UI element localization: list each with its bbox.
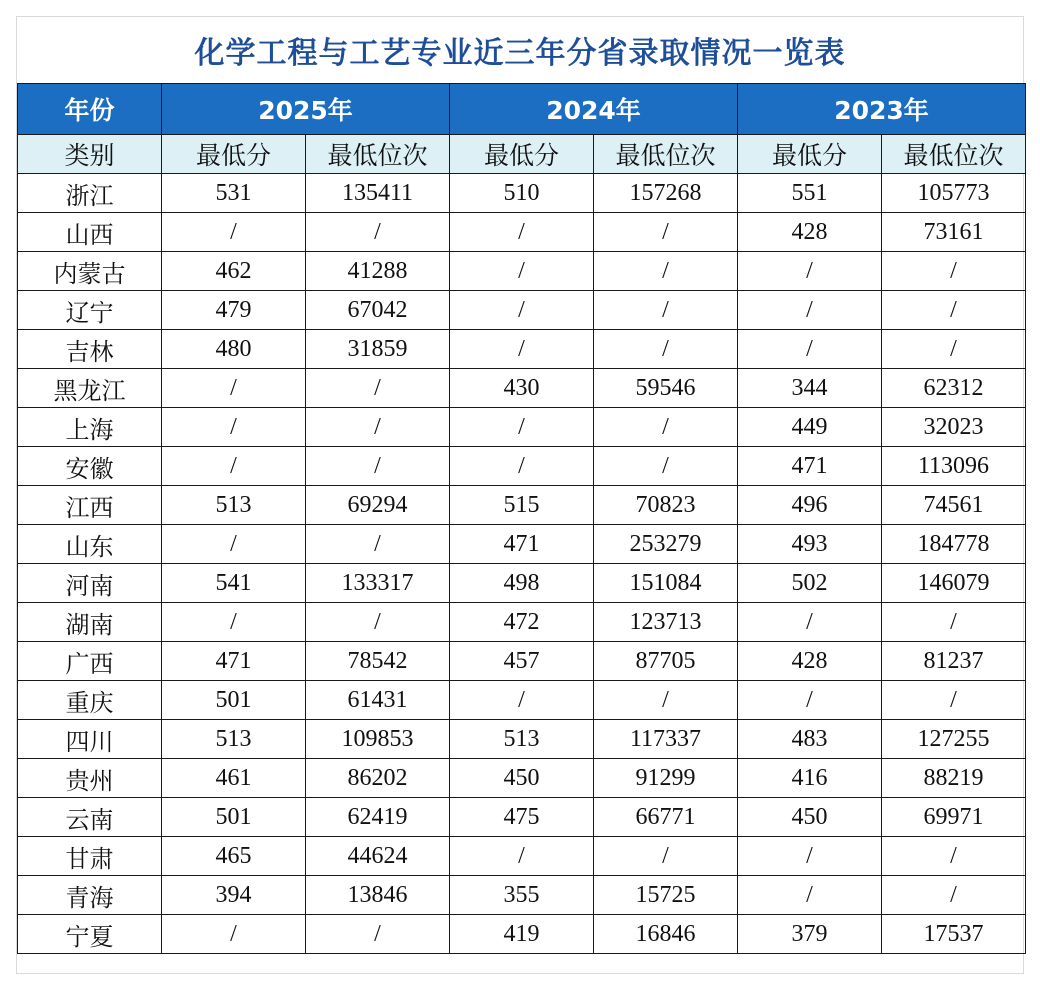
province-cell: 吉林 <box>18 330 162 369</box>
province-cell: 湖南 <box>18 603 162 642</box>
min-rank-cell: / <box>882 330 1026 369</box>
min-score-cell: / <box>450 408 594 447</box>
min-rank-cell: / <box>306 603 450 642</box>
min-score-header: 最低分 <box>162 135 306 174</box>
min-rank-cell: 69294 <box>306 486 450 525</box>
table-row <box>18 564 1026 603</box>
min-score-cell: 379 <box>738 915 882 954</box>
min-rank-cell: / <box>882 837 1026 876</box>
min-rank-cell: 31859 <box>306 330 450 369</box>
province-cell: 甘肃 <box>18 837 162 876</box>
min-score-cell: 513 <box>450 720 594 759</box>
min-rank-cell: / <box>882 876 1026 915</box>
table-row <box>18 330 1026 369</box>
min-score-cell: / <box>162 603 306 642</box>
min-rank-cell: 105773 <box>882 174 1026 213</box>
min-score-cell: 493 <box>738 525 882 564</box>
min-rank-cell: / <box>306 213 450 252</box>
min-score-cell: / <box>738 252 882 291</box>
min-rank-cell: 91299 <box>594 759 738 798</box>
category-label-cell: 类别 <box>18 135 162 174</box>
min-rank-cell: 62312 <box>882 369 1026 408</box>
min-score-cell: 465 <box>162 837 306 876</box>
table-row <box>18 252 1026 291</box>
min-score-cell: 471 <box>738 447 882 486</box>
year-2024-header: 2024年 <box>450 84 738 135</box>
table-row <box>18 759 1026 798</box>
province-cell: 河南 <box>18 564 162 603</box>
min-rank-cell: / <box>594 213 738 252</box>
min-score-cell: / <box>738 291 882 330</box>
province-cell: 辽宁 <box>18 291 162 330</box>
min-score-cell: / <box>738 837 882 876</box>
min-rank-cell: / <box>882 252 1026 291</box>
page-title: 化学工程与工艺专业近三年分省录取情况一览表 <box>194 36 846 71</box>
min-score-cell: / <box>162 369 306 408</box>
min-score-cell: 419 <box>450 915 594 954</box>
min-rank-cell: 32023 <box>882 408 1026 447</box>
min-rank-cell: / <box>882 291 1026 330</box>
province-cell: 云南 <box>18 798 162 837</box>
year-header-row <box>18 84 1026 135</box>
min-rank-cell: 78542 <box>306 642 450 681</box>
min-score-cell: 471 <box>162 642 306 681</box>
province-cell: 四川 <box>18 720 162 759</box>
min-rank-cell: / <box>594 447 738 486</box>
min-rank-cell: / <box>882 603 1026 642</box>
min-score-cell: / <box>738 876 882 915</box>
min-rank-cell: / <box>306 915 450 954</box>
min-score-cell: / <box>450 837 594 876</box>
min-rank-cell: 133317 <box>306 564 450 603</box>
min-rank-cell: / <box>306 525 450 564</box>
min-score-cell: 472 <box>450 603 594 642</box>
min-rank-cell: 86202 <box>306 759 450 798</box>
min-rank-cell: 109853 <box>306 720 450 759</box>
min-score-cell: 475 <box>450 798 594 837</box>
min-score-cell: 479 <box>162 291 306 330</box>
min-score-cell: / <box>450 330 594 369</box>
min-score-cell: 461 <box>162 759 306 798</box>
min-score-cell: / <box>738 603 882 642</box>
min-rank-cell: / <box>882 681 1026 720</box>
table-row <box>18 915 1026 954</box>
province-cell: 内蒙古 <box>18 252 162 291</box>
min-score-cell: 541 <box>162 564 306 603</box>
table-row <box>18 525 1026 564</box>
min-score-cell: 471 <box>450 525 594 564</box>
min-rank-header: 最低位次 <box>882 135 1026 174</box>
min-rank-cell: / <box>594 408 738 447</box>
table-row <box>18 798 1026 837</box>
min-rank-cell: 151084 <box>594 564 738 603</box>
min-score-header: 最低分 <box>738 135 882 174</box>
min-rank-cell: 73161 <box>882 213 1026 252</box>
min-rank-cell: 62419 <box>306 798 450 837</box>
min-score-cell: 502 <box>738 564 882 603</box>
min-score-cell: / <box>162 915 306 954</box>
min-score-cell: / <box>450 681 594 720</box>
min-score-cell: 513 <box>162 720 306 759</box>
province-cell: 黑龙江 <box>18 369 162 408</box>
min-rank-cell: / <box>306 408 450 447</box>
min-rank-cell: 67042 <box>306 291 450 330</box>
table-body <box>18 174 1026 954</box>
min-rank-cell: / <box>594 681 738 720</box>
min-score-cell: 355 <box>450 876 594 915</box>
table-row <box>18 603 1026 642</box>
min-rank-cell: 74561 <box>882 486 1026 525</box>
min-score-cell: 416 <box>738 759 882 798</box>
min-score-cell: 501 <box>162 798 306 837</box>
min-score-cell: 450 <box>450 759 594 798</box>
min-rank-cell: 66771 <box>594 798 738 837</box>
min-score-cell: 449 <box>738 408 882 447</box>
min-score-cell: / <box>450 291 594 330</box>
min-rank-cell: / <box>306 369 450 408</box>
table-row <box>18 213 1026 252</box>
min-score-cell: / <box>162 408 306 447</box>
min-score-cell: 496 <box>738 486 882 525</box>
min-score-cell: 450 <box>738 798 882 837</box>
province-cell: 重庆 <box>18 681 162 720</box>
min-rank-cell: 17537 <box>882 915 1026 954</box>
min-score-cell: 394 <box>162 876 306 915</box>
min-rank-cell: / <box>594 837 738 876</box>
province-cell: 宁夏 <box>18 915 162 954</box>
min-rank-cell: 113096 <box>882 447 1026 486</box>
province-cell: 山东 <box>18 525 162 564</box>
min-score-cell: / <box>450 252 594 291</box>
province-cell: 青海 <box>18 876 162 915</box>
min-rank-cell: / <box>594 291 738 330</box>
min-rank-header: 最低位次 <box>306 135 450 174</box>
min-rank-cell: 81237 <box>882 642 1026 681</box>
table-row <box>18 369 1026 408</box>
table-row <box>18 642 1026 681</box>
table-row <box>18 681 1026 720</box>
min-score-cell: 510 <box>450 174 594 213</box>
admission-table <box>17 83 1026 954</box>
min-rank-cell: 157268 <box>594 174 738 213</box>
table-row <box>18 174 1026 213</box>
min-rank-cell: 44624 <box>306 837 450 876</box>
province-cell: 山西 <box>18 213 162 252</box>
min-score-cell: 462 <box>162 252 306 291</box>
min-rank-cell: 15725 <box>594 876 738 915</box>
min-score-cell: 513 <box>162 486 306 525</box>
table-card <box>16 16 1024 974</box>
province-cell: 安徽 <box>18 447 162 486</box>
table-row <box>18 486 1026 525</box>
column-header-row <box>18 135 1026 174</box>
min-rank-cell: 253279 <box>594 525 738 564</box>
year-2023-header: 2023年 <box>738 84 1026 135</box>
min-rank-cell: / <box>306 447 450 486</box>
min-rank-header: 最低位次 <box>594 135 738 174</box>
table-row <box>18 837 1026 876</box>
min-score-cell: 344 <box>738 369 882 408</box>
min-rank-cell: 127255 <box>882 720 1026 759</box>
min-rank-cell: 69971 <box>882 798 1026 837</box>
table-row <box>18 408 1026 447</box>
year-2025-header: 2025年 <box>162 84 450 135</box>
min-rank-cell: 16846 <box>594 915 738 954</box>
min-score-cell: / <box>450 213 594 252</box>
min-score-cell: 551 <box>738 174 882 213</box>
min-score-cell: / <box>450 447 594 486</box>
province-cell: 上海 <box>18 408 162 447</box>
min-score-cell: / <box>162 213 306 252</box>
min-score-cell: 428 <box>738 642 882 681</box>
min-score-cell: 483 <box>738 720 882 759</box>
year-label-cell: 年份 <box>18 84 162 135</box>
min-rank-cell: 13846 <box>306 876 450 915</box>
table-row <box>18 876 1026 915</box>
min-rank-cell: 123713 <box>594 603 738 642</box>
min-rank-cell: / <box>594 330 738 369</box>
min-rank-cell: 87705 <box>594 642 738 681</box>
min-rank-cell: 70823 <box>594 486 738 525</box>
min-score-header: 最低分 <box>450 135 594 174</box>
min-score-cell: 480 <box>162 330 306 369</box>
min-score-cell: 498 <box>450 564 594 603</box>
province-cell: 贵州 <box>18 759 162 798</box>
min-score-cell: 501 <box>162 681 306 720</box>
min-rank-cell: 184778 <box>882 525 1026 564</box>
min-score-cell: 531 <box>162 174 306 213</box>
province-cell: 江西 <box>18 486 162 525</box>
table-row <box>18 447 1026 486</box>
min-rank-cell: 41288 <box>306 252 450 291</box>
min-score-cell: / <box>162 525 306 564</box>
province-cell: 广西 <box>18 642 162 681</box>
min-rank-cell: 135411 <box>306 174 450 213</box>
min-score-cell: / <box>162 447 306 486</box>
min-rank-cell: 146079 <box>882 564 1026 603</box>
min-rank-cell: 88219 <box>882 759 1026 798</box>
min-rank-cell: 59546 <box>594 369 738 408</box>
min-score-cell: 457 <box>450 642 594 681</box>
table-row <box>18 720 1026 759</box>
min-score-cell: / <box>738 330 882 369</box>
min-rank-cell: 61431 <box>306 681 450 720</box>
min-score-cell: / <box>738 681 882 720</box>
min-rank-cell: 117337 <box>594 720 738 759</box>
min-score-cell: 515 <box>450 486 594 525</box>
province-cell: 浙江 <box>18 174 162 213</box>
min-score-cell: 430 <box>450 369 594 408</box>
min-rank-cell: / <box>594 252 738 291</box>
min-score-cell: 428 <box>738 213 882 252</box>
table-row <box>18 291 1026 330</box>
